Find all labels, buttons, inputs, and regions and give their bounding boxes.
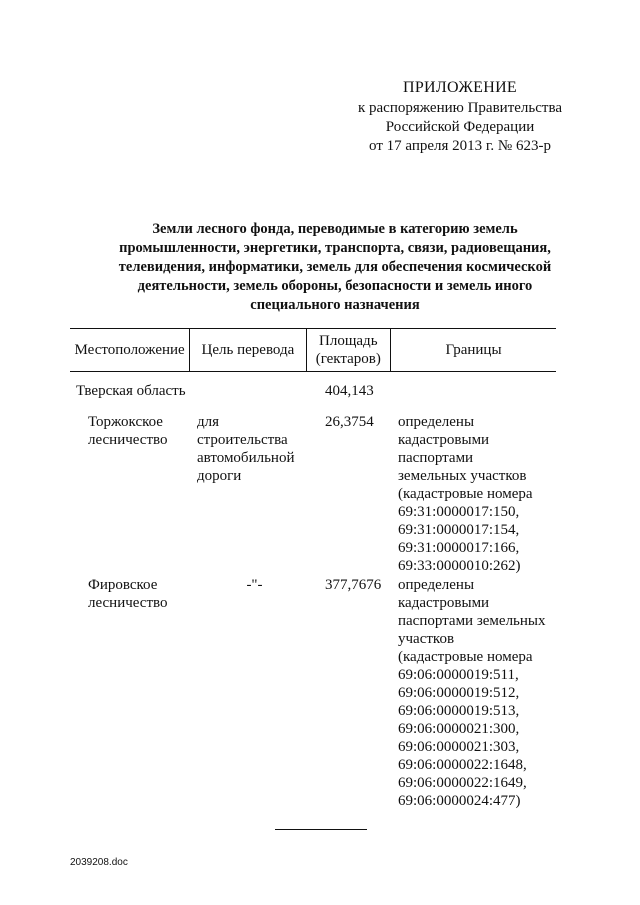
end-separator: [275, 829, 367, 830]
item-boundary-line: 69:06:0000024:477): [398, 793, 521, 809]
annex-header: [330, 78, 590, 156]
document-title: [100, 220, 570, 315]
item-boundaries: [398, 413, 573, 575]
land-table: [70, 328, 556, 372]
region-name: Тверская область: [76, 383, 186, 399]
item-boundary-line: 69:31:0000017:154,: [398, 522, 520, 538]
item-purpose: [197, 576, 312, 594]
item-boundary-line: определены: [398, 577, 475, 593]
title-line: Земли лесного фонда, переводимые в категорию земель: [152, 221, 518, 237]
region-area: 404,143: [325, 383, 374, 399]
annex-line-3: от 17 апреля 2013 г. № 623-р: [369, 138, 551, 154]
item-boundary-line: 69:06:0000022:1649,: [398, 775, 527, 791]
item-purpose-line: строительства: [197, 432, 288, 448]
header-purpose: Цель перевода: [190, 329, 306, 371]
item-boundary-line: 69:33:0000010:262): [398, 558, 521, 574]
title-line: деятельности, земель обороны, безопасности и земель иного: [137, 278, 533, 294]
item-boundary-line: (кадастровые номера: [398, 649, 533, 665]
item-purpose-line: для: [197, 414, 220, 430]
item-boundary-line: (кадастровые номера: [398, 486, 533, 502]
item-boundary-line: паспортами земельных: [398, 613, 546, 629]
item-boundary-line: участков: [398, 631, 455, 647]
item-location: [88, 576, 198, 612]
item-boundary-line: 69:06:0000021:303,: [398, 739, 520, 755]
title-line: телевидения, информатики, земель для обеспечения космической: [118, 259, 552, 275]
item-boundary-line: земельных участков: [398, 468, 527, 484]
item-purpose-line: дороги: [197, 468, 242, 484]
item-boundary-line: 69:06:0000022:1648,: [398, 757, 527, 773]
header-area-line-1: Площадь: [319, 333, 378, 349]
item-boundary-line: 69:06:0000021:300,: [398, 721, 520, 737]
item-area: 26,3754: [325, 414, 374, 430]
header-area: [307, 329, 391, 371]
header-boundaries: Границы: [445, 342, 502, 358]
header-location: Местоположение: [70, 329, 190, 371]
item-boundary-line: кадастровыми: [398, 595, 490, 611]
item-location-line: лесничество: [88, 432, 168, 448]
item-location-line: Торжокское: [88, 414, 163, 430]
item-purpose-line: автомобильной: [197, 450, 295, 466]
item-purpose: [197, 413, 312, 485]
annex-line-1: к распоряжению Правительства: [357, 100, 562, 116]
item-area: 377,7676: [325, 577, 382, 593]
annex-line-2: Российской Федерации: [385, 119, 535, 135]
annex-heading: ПРИЛОЖЕНИЕ: [402, 79, 517, 96]
title-line: промышленности, энергетики, транспорта, связи, радиовещания,: [119, 240, 551, 256]
header-area-line-2: (гектаров): [315, 351, 381, 367]
item-boundary-line: паспортами: [398, 450, 474, 466]
item-boundary-line: 69:06:0000019:512,: [398, 685, 520, 701]
item-location-line: лесничество: [88, 595, 168, 611]
item-boundaries: [398, 576, 573, 810]
footer-filename: 2039208.doc: [70, 857, 128, 868]
item-boundary-line: 69:31:0000017:150,: [398, 504, 520, 520]
item-boundary-line: 69:06:0000019:513,: [398, 703, 520, 719]
item-boundary-line: кадастровыми: [398, 432, 490, 448]
title-line: специального назначения: [250, 297, 420, 313]
item-boundary-line: 69:06:0000019:511,: [398, 667, 519, 683]
item-purpose-line: -"-: [246, 577, 263, 593]
item-boundary-line: 69:31:0000017:166,: [398, 540, 520, 556]
table-header: [70, 328, 556, 372]
item-boundary-line: определены: [398, 414, 475, 430]
item-location: [88, 413, 198, 449]
item-location-line: Фировское: [88, 577, 158, 593]
